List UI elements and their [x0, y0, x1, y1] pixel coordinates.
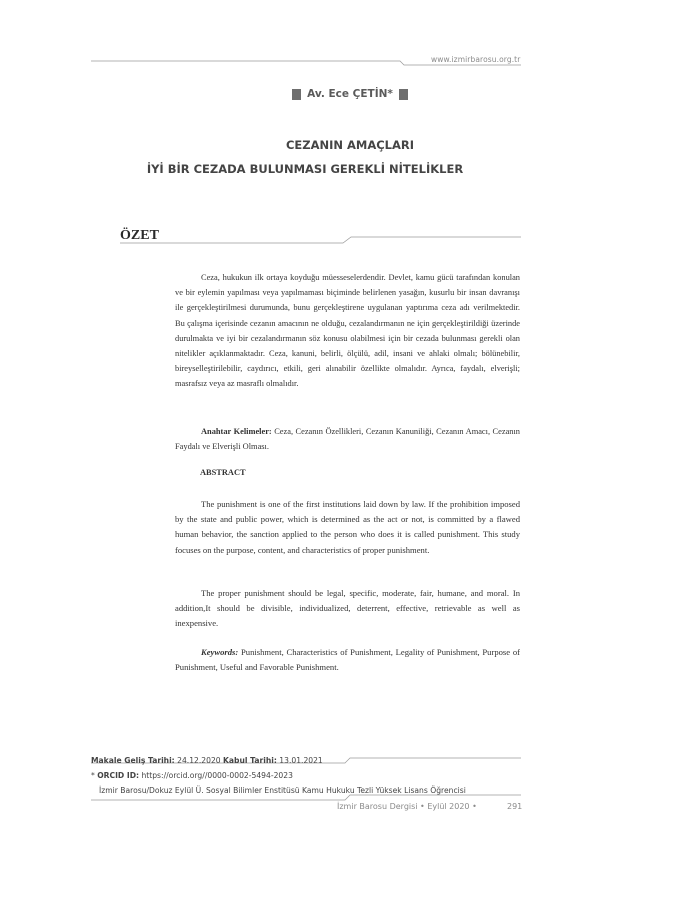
abstract-keywords-label: Keywords: [201, 647, 239, 657]
ozet-paragraph [175, 270, 520, 392]
ozet-keywords-value: Ceza, Cezanın Özellikleri, Cezanın Kanuniliği, Cezanın Amacı, Cezanın Faydalı ve Elverişli Olması. [175, 427, 520, 452]
abstract-paragraph-1 [175, 497, 520, 558]
received-label: Makale Geliş Tarihi: [91, 756, 175, 765]
abstract-text-1: The punishment is one of the first institutions laid down by law. If the prohibition imposed by the state and public power, which is determined as the act or not, is committed by a flawed human behavior, the sanction applied to the person who does it is called punishment. This study focuses on the purpose, content, and characteristics of proper punishment. [175, 499, 520, 555]
ozet-keywords-text [175, 424, 520, 454]
ozet-text: Ceza, hukukun ilk ortaya koyduğu müesseselerdendir. Devlet, kamu gücü tarafından konulan ve bir eylemin yapılması veya yapılmaması biçiminde belirlenen yasağın, kusurlu bir insan davranışı ile gerçekleştirilmesi durumunda, bunu gerçekleştirene uygulanan yaptırıma ceza adı verilmektedir. Bu çalışma içerisinde cezanın amacının ne olduğu, cezalandırmanın ne için gerçekleştirildiği üzerinde durulmakta ve iyi bir cezalandırmanın söz konusu olabilmesi için bir cezada bulunması gerekli olan nitelikler açıklanmaktadır. Ceza, kanuni, belirli, ölçülü, adil, insani ve ahlaki olmalı; bölünebilir, bireyselleştirilebilir, caydırıcı, etkili, geri alınabilir özellikte olmalıdır. Ayrıca, faydalı, elverişli; masrafsız veya az masraflı olmalıdır. [175, 273, 520, 389]
abstract-heading: ABSTRACT [200, 468, 246, 477]
page-number: 291 [507, 802, 523, 811]
abstract-text-2: The proper punishment should be legal, specific, moderate, fair, humane, and moral. In addition,It should be divisible, individualized, deterrent, effective, retrievable as well as inexpensive. [175, 588, 520, 629]
journal-name: İzmir Barosu Dergisi • Eylül 2020 • [337, 802, 477, 811]
accepted-value: 13.01.2021 [276, 756, 323, 765]
orcid-label: ORCID ID: [97, 771, 140, 780]
ozet-rule [120, 237, 521, 243]
author-left-marker [292, 89, 301, 100]
author-right-marker [399, 89, 408, 100]
abstract-keywords-value: Punishment, Characteristics of Punishment, Legality of Punishment, Purpose of Punishment, Useful and Favorable Punishment. [175, 647, 520, 673]
ozet-heading: ÖZET [120, 228, 159, 243]
abstract-keywords [175, 645, 520, 675]
abstract-keywords-text [175, 645, 520, 675]
orcid-value: https://orcid.org//0000-0002-5494-2023 [139, 771, 293, 780]
abstract-paragraph-2 [175, 586, 520, 632]
author-affiliation: İzmir Barosu/Dokuz Eylül Ü. Sosyal Bilimler Enstitüsü Kamu Hukuku Tezli Yüksek Lisans Öğrencisi [99, 786, 466, 795]
accepted-label: Kabul Tarihi: [223, 756, 277, 765]
author-line [0, 88, 700, 100]
bottom-rule [91, 795, 521, 800]
article-dates [91, 756, 323, 765]
received-value: 24.12.2020 [174, 756, 224, 765]
site-url: www.izmirbarosu.org.tr [431, 55, 521, 64]
ozet-keywords [175, 424, 520, 454]
title-line-1: CEZANIN AMAÇLARI [285, 138, 415, 152]
title-line-2: İYİ BİR CEZADA BULUNMASI GEREKLİ NİTELİKLER [146, 162, 464, 176]
orcid-line [91, 771, 293, 780]
orcid-prefix: * [91, 771, 98, 780]
ozet-keywords-label: Anahtar Kelimeler: [201, 427, 272, 436]
author-name: Av. Ece ÇETİN* [307, 88, 393, 100]
